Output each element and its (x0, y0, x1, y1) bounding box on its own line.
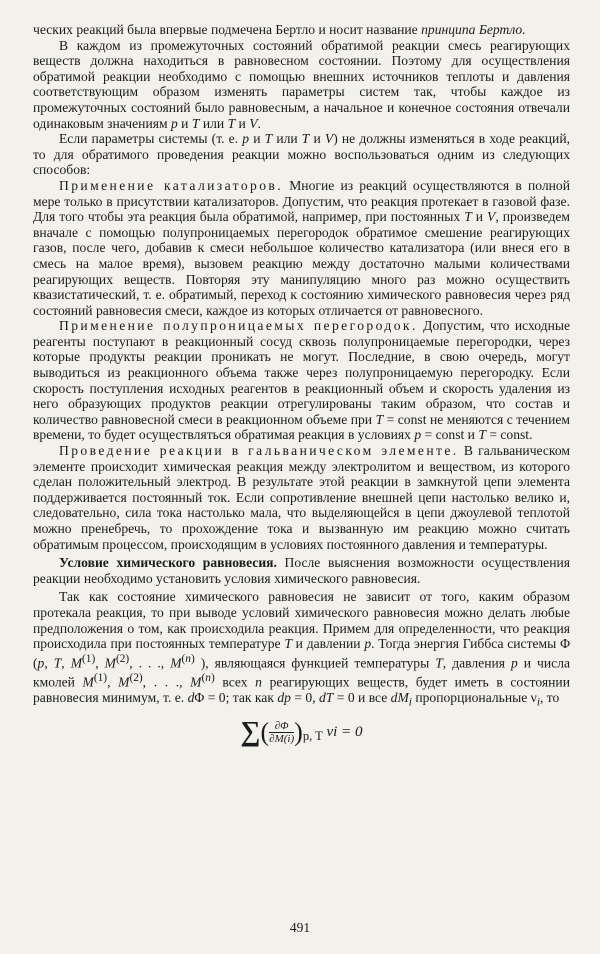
formula-subscript: p, T (302, 729, 323, 744)
heading-catalysts: Применение катализаторов. (59, 177, 284, 193)
sum-sign: ∑ (240, 716, 261, 748)
paragraph-methods-intro: Если параметры системы (т. е. p и T или T и V) не должны изменяться в ходе реакций, то для обратимого проведения реакции можно воспользоваться одним из следующих способов: (33, 131, 570, 178)
paragraph-catalysts: Применение катализаторов. Многие из реакций осуществляются в полной мере только в присутствии катализаторов. Допустим, что реакция протекает в газовой фазе. Для того чтобы эта реакция была обратимой, например, при постоянных T и V, произведем вначале с помощью полупроницаемых перегородок обратимое смешение реагирующих газов, после чего, добавив к смеси небольшое количество катализатора (или внеся его в смесь на малое время), вызовем реакцию между достаточно малыми количествами реагирующих веществ. Повторяя эту манипуляцию много раз можно осуществить квазистатический, т. е. обратимый, переход к состоянию химического равновесия через ряд состояний равновесия смеси, каждое из которых отличается от равновесного. (33, 177, 571, 318)
paragraph-equilibrium-condition: Условие химического равновесия. После выяснения возможности осуществления реакции необходимо установить условия химического равновесия. (33, 555, 571, 586)
formula-denominator: ∂M(i) (269, 733, 295, 746)
formula-tail: νi = 0 (326, 724, 363, 741)
paragraph-membranes: Применение полупроницаемых перегородок. Допустим, что исходные реагенты поступают в реакционный сосуд сквозь полупроницаемые перегородки, через которые продукты реакции проникать не могут. Последние, в свою очередь, могут выводиться из реакционного объема также через полупроницаемую перегородку. Если скорость поступления исходных реагентов в реакционный объем и скорость удаления из него образующих продуктов реакции отрегулированы таким образом, что состав и количество равновесной смеси в реакционном объеме при T = const не меняются с течением времени, то будет осуществляться обратимая реакция в условиях p = const и T = const. (33, 318, 571, 443)
paragraph-galvanic: Проведение реакции в гальваническом элементе. В гальваническом элементе происходит химическая реакция между электролитом и веществом, из которого сделан положительный электрод. В результате этой реакции в замкнутой цепи элемента поддерживается постоянный ток. Если сопротивление внешней цепи настолько велико и, следовательно, сила тока настолько мала, что выделяющейся в цепи джоулевой теплотой можно пренебречь, то прохождение тока и вызванную им реакцию можно считать обратимым процессом, происходящим в условиях постоянного давления и температуры. (33, 443, 570, 552)
paragraph-intermediate-states: В каждом из промежуточных состояний обратимой реакции смесь реагирующих веществ должна находиться в равновесном состоянии. Поэтому для осуществления обратимой реакции необходимо с помощью внешних источников теплоты и давления соответствующим образом изменять параметры систем так, чтобы каждое из промежуточных состояний было равновесным, а начальное и конечное состояния отвечали одинаковым значениям p и T или T и V. (33, 37, 570, 131)
heading-equilibrium: Условие химического равновесия. (59, 555, 277, 571)
heading-membranes: Применение полупроницаемых перегородок. (59, 318, 418, 334)
paragraph-gibbs: Так как состояние химического равновесия не зависит от того, каким образом протекала реакция, то при выводе условий химического равновесия можно делать любые предположения о том, как происходила реакция. Примем для определенности, что реакция происходила при постоянных температуре T и давлении p. Тогда энергия Гиббса системы Φ (p, T, $M^{(1)}$, $M^{(2)}$, . . ., $M^{(n)}$ ), являющаяся функцией температуры T, давления p и числа кмолей $M^{(1)}$, $M^{(2)}$, . . ., $M^{(n)}$ всех n реагирующих веществ, будет иметь в состоянии равновесия минимум, т. е. dΦ = 0; так как dp = 0, dT = 0 и все $dM_i$ пропорциональные $\nu_i$, то (33, 589, 571, 709)
equilibrium-formula: ∑( $\frac{\partial\Phi}{\partial M(i)}$ )$_{p, T}$ νi = 0 (240, 716, 363, 748)
page-number: 491 (289, 920, 311, 935)
formula-numerator: ∂Φ (269, 720, 294, 733)
heading-galvanic: Проведение реакции в гальваническом элементе. (59, 443, 459, 459)
paragraph-bertlo: ческих реакций была впервые подмечена Бертло и носит название принципа Бертло. (33, 22, 526, 37)
